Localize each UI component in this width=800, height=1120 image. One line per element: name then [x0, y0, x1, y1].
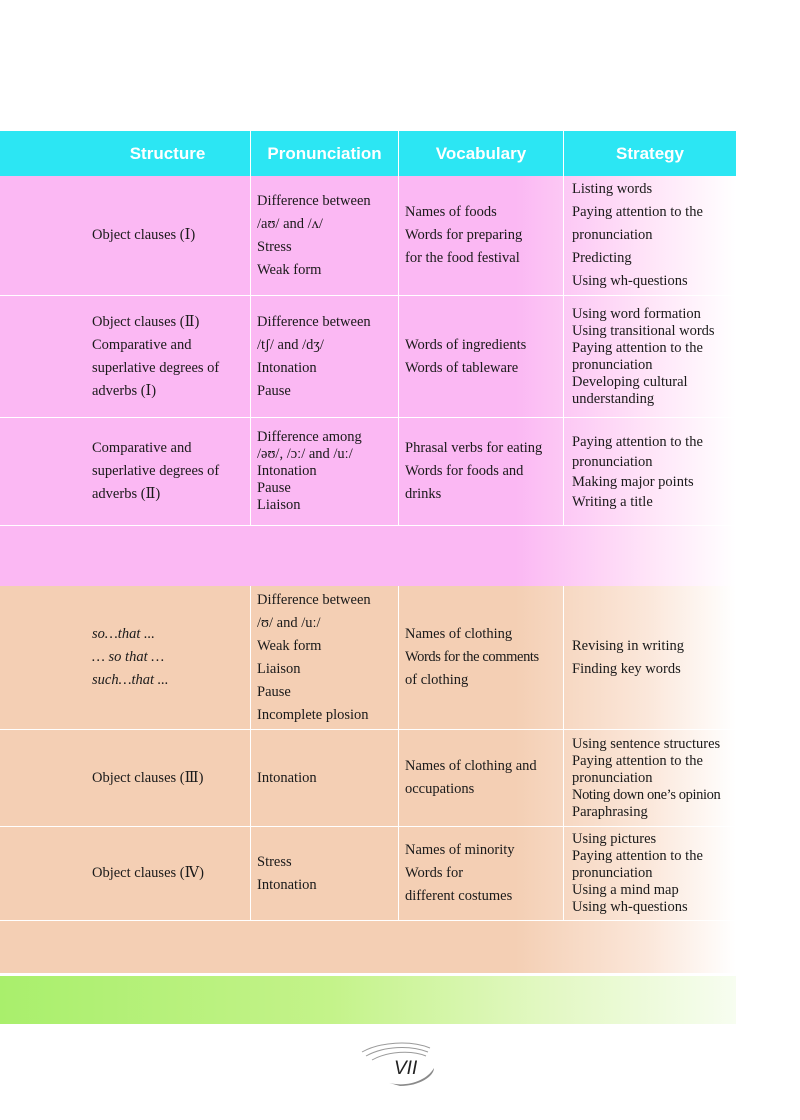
- strategy-line: Using wh-questions: [572, 899, 688, 915]
- vocabulary-cell: [399, 296, 564, 417]
- vocabulary-cell: [399, 827, 564, 920]
- structure-line: … so that …: [92, 649, 165, 665]
- structure-line: Object clauses (Ⅳ): [92, 865, 204, 881]
- strategy-line: Developing cultural: [572, 373, 688, 390]
- table-row: [0, 296, 736, 418]
- vocabulary-line: Names of clothing and: [405, 758, 537, 774]
- pronunciation-line: Intonation: [257, 463, 317, 479]
- structure-cell: [0, 296, 251, 417]
- pronunciation-line: Liaison: [257, 660, 301, 677]
- header-vocabulary: Vocabulary: [399, 131, 564, 176]
- pronunciation-cell: [251, 176, 399, 295]
- strategy-line: Writing a title: [572, 493, 653, 510]
- vocabulary-line: for the food festival: [405, 250, 520, 266]
- pronunciation-line: Weak form: [257, 261, 322, 278]
- table-header: [0, 131, 736, 176]
- strategy-line: Predicting: [572, 250, 632, 266]
- pronunciation-line: Intonation: [257, 876, 317, 893]
- table-row: [0, 827, 736, 921]
- strategy-cell: [564, 418, 736, 525]
- structure-line: Object clauses (Ⅰ): [92, 227, 196, 243]
- vocabulary-cell: [399, 418, 564, 525]
- structure-line: Object clauses (Ⅲ): [92, 769, 204, 786]
- vocabulary-line: different costumes: [405, 888, 513, 904]
- vocabulary-line: Phrasal verbs for eating: [405, 440, 543, 456]
- strategy-line: Using transitional words: [572, 322, 715, 339]
- pronunciation-line: Intonation: [257, 769, 317, 786]
- vocabulary-line: Words of ingredients: [405, 336, 527, 353]
- vocabulary-line: Names of foods: [405, 204, 497, 220]
- vocabulary-line: Words for the comments: [405, 649, 539, 665]
- pronunciation-cell: [251, 418, 399, 525]
- strategy-cell: [564, 586, 736, 729]
- pronunciation-cell: [251, 296, 399, 417]
- strategy-line: Revising in writing: [572, 637, 684, 654]
- strategy-cell: [564, 176, 736, 295]
- strategy-line: Finding key words: [572, 660, 681, 677]
- pronunciation-line: Pause: [257, 480, 291, 496]
- strategy-cell: [564, 827, 736, 920]
- pronunciation-line: Pause: [257, 683, 291, 700]
- header-strategy: Strategy: [615, 143, 685, 163]
- structure-line: so…that ...: [92, 626, 155, 642]
- table-row: [0, 418, 736, 526]
- strategy-line: Paying attention to the: [572, 339, 703, 356]
- strategy-cell: [564, 296, 736, 417]
- table-row: [0, 730, 736, 827]
- pronunciation-line: Stress: [257, 853, 292, 870]
- strategy-line: pronunciation: [572, 769, 653, 786]
- pronunciation-line: Stress: [257, 238, 292, 255]
- strategy-line: pronunciation: [572, 227, 653, 243]
- vocabulary-line: Names of minority: [405, 842, 515, 858]
- structure-cell: [0, 418, 251, 525]
- vocabulary-line: Words for preparing: [405, 227, 523, 243]
- pronunciation-line: Difference between: [257, 313, 371, 330]
- strategy-line: understanding: [572, 390, 655, 407]
- strategy-line: Paying attention to the: [572, 848, 703, 864]
- pronunciation-cell: [251, 730, 399, 826]
- pronunciation-line: /aʊ/ and /ʌ/: [257, 215, 323, 232]
- footer-color-bar: [0, 976, 736, 1024]
- strategy-line: Using wh-questions: [572, 273, 688, 289]
- pronunciation-line: Weak form: [257, 637, 322, 654]
- structure-cell: [0, 730, 251, 826]
- pronunciation-cell: [251, 827, 399, 920]
- pronunciation-line: Difference between: [257, 192, 371, 209]
- vocabulary-cell: [399, 586, 564, 729]
- strategy-cell: [564, 730, 736, 826]
- strategy-line: Paying attention to the: [572, 433, 703, 450]
- strategy-line: Listing words: [572, 181, 653, 197]
- pronunciation-line: Pause: [257, 382, 291, 399]
- table-row: [0, 586, 736, 730]
- structure-line: adverbs (Ⅱ): [92, 486, 161, 502]
- strategy-line: pronunciation: [572, 865, 653, 881]
- strategy-line: pronunciation: [572, 356, 653, 373]
- vocabulary-cell: [399, 176, 564, 295]
- vocabulary-line: Words for foods and: [405, 463, 524, 479]
- band-spacer: [0, 526, 736, 586]
- structure-cell: [0, 827, 251, 920]
- strategy-line: Using pictures: [572, 831, 657, 847]
- strategy-line: Paraphrasing: [572, 803, 648, 820]
- structure-line: superlative degrees of: [92, 463, 220, 479]
- structure-line: superlative degrees of: [92, 359, 220, 376]
- syllabus-table: [0, 131, 736, 973]
- structure-cell: [0, 176, 251, 295]
- vocabulary-line: Words for: [405, 865, 464, 881]
- strategy-line: Noting down one’s opinion: [572, 786, 721, 803]
- pronunciation-cell: [251, 586, 399, 729]
- pronunciation-line: Difference between: [257, 591, 371, 608]
- structure-line: such…that ...: [92, 672, 169, 688]
- strategy-line: Paying attention to the: [572, 752, 703, 769]
- vocabulary-cell: [399, 730, 564, 826]
- strategy-line: Using sentence structures: [572, 735, 721, 752]
- strategy-line: Using a mind map: [572, 882, 679, 898]
- structure-line: Comparative and: [92, 336, 192, 353]
- header-structure: Structure: [0, 131, 251, 176]
- table-row: [0, 176, 736, 296]
- page-number: VII: [394, 1058, 418, 1079]
- pronunciation-line: /ʊ/ and /uː/: [257, 614, 321, 631]
- vocabulary-line: occupations: [405, 781, 475, 797]
- pronunciation-line: Liaison: [257, 497, 301, 513]
- vocabulary-line: Words of tableware: [405, 359, 519, 376]
- pronunciation-line: Intonation: [257, 359, 317, 376]
- strategy-line: pronunciation: [572, 453, 653, 470]
- pronunciation-line: /əʊ/, /ɔː/ and /uː/: [257, 446, 353, 462]
- structure-cell: [0, 586, 251, 729]
- strategy-line: Making major points: [572, 473, 694, 490]
- vocabulary-line: Names of clothing: [405, 626, 513, 642]
- strategy-line: Using word formation: [572, 305, 701, 322]
- pronunciation-line: /tʃ/ and /dʒ/: [257, 336, 324, 353]
- band-spacer: [0, 921, 736, 973]
- vocabulary-line: of clothing: [405, 672, 469, 688]
- structure-line: adverbs (Ⅰ): [92, 382, 157, 399]
- pronunciation-line: Incomplete plosion: [257, 706, 369, 723]
- structure-line: Object clauses (Ⅱ): [92, 313, 200, 330]
- structure-line: Comparative and: [92, 440, 192, 456]
- vocabulary-line: drinks: [405, 486, 442, 502]
- unit-band-clothing: [0, 586, 736, 973]
- strategy-line: Paying attention to the: [572, 204, 703, 220]
- pronunciation-line: Difference among: [257, 429, 362, 445]
- unit-band-food: [0, 176, 736, 586]
- header-pronunciation: Pronunciation: [251, 131, 399, 176]
